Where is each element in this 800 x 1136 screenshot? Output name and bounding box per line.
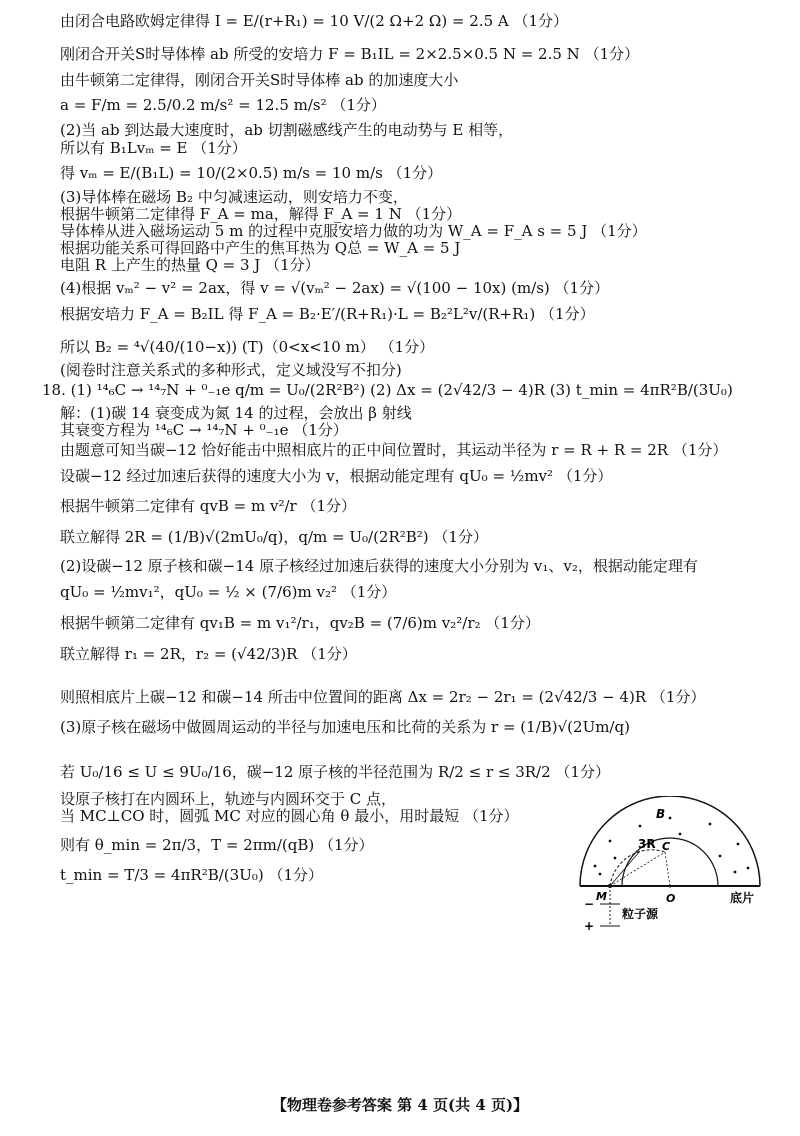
text-line: 当 MC⊥CO 时，圆弧 MC 对应的圆心角 θ 最小，用时最短 （1分） bbox=[60, 807, 519, 825]
label-plus: + bbox=[584, 919, 595, 933]
text-line: 根据牛顿第二定律得 F_A = ma，解得 F_A = 1 N （1分） bbox=[60, 205, 462, 223]
label-minus: − bbox=[584, 897, 595, 911]
text-line: 联立解得 2R = (1/B)√(2mU₀/q)，q/m = U₀/(2R²B²) （1分） bbox=[60, 528, 488, 546]
text-line: (2)当 ab 到达最大速度时，ab 切割磁感线产生的电动势与 E 相等， bbox=[60, 121, 514, 139]
text-line: 所以 B₂ = ⁴√(40/(10−x)) (T)（0<x<10 m） （1分） bbox=[60, 338, 435, 356]
text-line: 则照相底片上碳−12 和碳−14 所击中位置间的距离 Δx = 2r₂ − 2r₁ = (2√42/3 − 4)R （1分） bbox=[60, 688, 706, 706]
text-line: 其衰变方程为 ¹⁴₆C → ¹⁴₇N + ⁰₋₁e （1分） bbox=[60, 421, 348, 439]
text-line: 则有 θ_min = 2π/3，T = 2πm/(qB) （1分） bbox=[60, 836, 374, 854]
text-line: 18. (1) ¹⁴₆C → ¹⁴₇N + ⁰₋₁e q/m = U₀/(2R²B²) (2) Δx = (2√42/3 − 4)R (3) t_min = 4πR²B/(3U₀) bbox=[42, 381, 733, 399]
text-line: (2)设碳−12 原子核和碳−14 原子核经过加速后获得的速度大小分别为 v₁、v₂，根据动能定理有 bbox=[60, 557, 698, 575]
text-line: 联立解得 r₁ = 2R，r₂ = (√42/3)R （1分） bbox=[60, 645, 357, 663]
radius-line-oc bbox=[665, 852, 670, 886]
text-line: 得 vₘ = E/(B₁L) = 10/(2×0.5) m/s = 10 m/s （1分） bbox=[60, 164, 443, 182]
text-line: 若 U₀/16 ≤ U ≤ 9U₀/16，碳−12 原子核的半径范围为 R/2 ≤ r ≤ 3R/2 （1分） bbox=[60, 763, 610, 781]
label-b: B bbox=[656, 807, 666, 821]
page-footer: 【物理卷参考答案 第 4 页(共 4 页)】 bbox=[271, 1096, 529, 1114]
text-line: (3)原子核在磁场中做圆周运动的半径与加速电压和比荷的关系为 r = (1/B)√(2Um/q) bbox=[60, 718, 630, 736]
text-line: a = F/m = 2.5/0.2 m/s² = 12.5 m/s² （1分） bbox=[60, 96, 386, 114]
label-source: 粒子源 bbox=[622, 907, 659, 921]
text-line: t_min = T/3 = 4πR²B/(3U₀) （1分） bbox=[60, 866, 324, 884]
radius-3r-line bbox=[610, 851, 640, 886]
text-line: 由题意可知当碳−12 恰好能击中照相底片的正中间位置时，其运动半径为 r = R + R = 2R （1分） bbox=[60, 441, 728, 459]
text-line: 导体棒从进入磁场运动 5 m 的过程中克服安培力做的功为 W_A = F_A s = 5 J （1分） bbox=[60, 222, 647, 240]
point-m bbox=[608, 884, 612, 888]
text-line: 所以有 B₁Lvₘ = E （1分） bbox=[60, 139, 247, 157]
radius-line-mc bbox=[610, 852, 665, 886]
label-m: M bbox=[596, 890, 607, 903]
text-line: (3)导体棒在磁场 B₂ 中匀减速运动，则安培力不变， bbox=[60, 188, 408, 206]
text-line: qU₀ = ½mv₁²，qU₀ = ½ × (7/6)m v₂² （1分） bbox=[60, 583, 397, 601]
text-line: 电阻 R 上产生的热量 Q = 3 J （1分） bbox=[60, 256, 320, 274]
label-3r: 3R bbox=[638, 837, 656, 851]
field-dots bbox=[594, 817, 750, 876]
text-line: 设原子核打在内圆环上，轨迹与内圆环交于 C 点， bbox=[60, 790, 397, 808]
magnetic-field-diagram bbox=[570, 796, 770, 936]
label-o: O bbox=[666, 892, 676, 905]
text-line: 解：(1)碳 14 衰变成为氮 14 的过程，会放出 β 射线 bbox=[60, 404, 412, 422]
label-film: 底片 bbox=[730, 891, 755, 905]
point-o bbox=[669, 885, 672, 888]
text-line: 根据牛顿第二定律有 qvB = m v²/r （1分） bbox=[60, 497, 356, 515]
text-line: 设碳−12 经过加速后获得的速度大小为 v，根据动能定理有 qU₀ = ½mv² （1分） bbox=[60, 467, 613, 485]
text-line: 根据功能关系可得回路中产生的焦耳热为 Q总 = W_A = 5 J bbox=[60, 239, 461, 257]
text-line: 根据牛顿第二定律有 qv₁B = m v₁²/r₁，qv₂B = (7/6)m v₂²/r₂ （1分） bbox=[60, 614, 540, 632]
text-line: 根据安培力 F_A = B₂IL 得 F_A = B₂·E′/(R+R₁)·L = B₂²L²v/(R+R₁) （1分） bbox=[60, 305, 595, 323]
text-line: (阅卷时注意关系式的多种形式，定义域没写不扣分) bbox=[60, 361, 402, 379]
label-c: C bbox=[662, 840, 671, 853]
text-line: 刚闭合开关S时导体棒 ab 所受的安培力 F = B₁IL = 2×2.5×0.5 N = 2.5 N （1分） bbox=[60, 45, 640, 63]
text-line: (4)根据 vₘ² − v² = 2ax，得 v = √(vₘ² − 2ax) = √(100 − 10x) (m/s) （1分） bbox=[60, 279, 610, 297]
text-line: 由牛顿第二定律得，刚闭合开关S时导体棒 ab 的加速度大小 bbox=[60, 71, 459, 89]
text-line: 由闭合电路欧姆定律得 I = E/(r+R₁) = 10 V/(2 Ω+2 Ω) = 2.5 A （1分） bbox=[60, 12, 569, 30]
